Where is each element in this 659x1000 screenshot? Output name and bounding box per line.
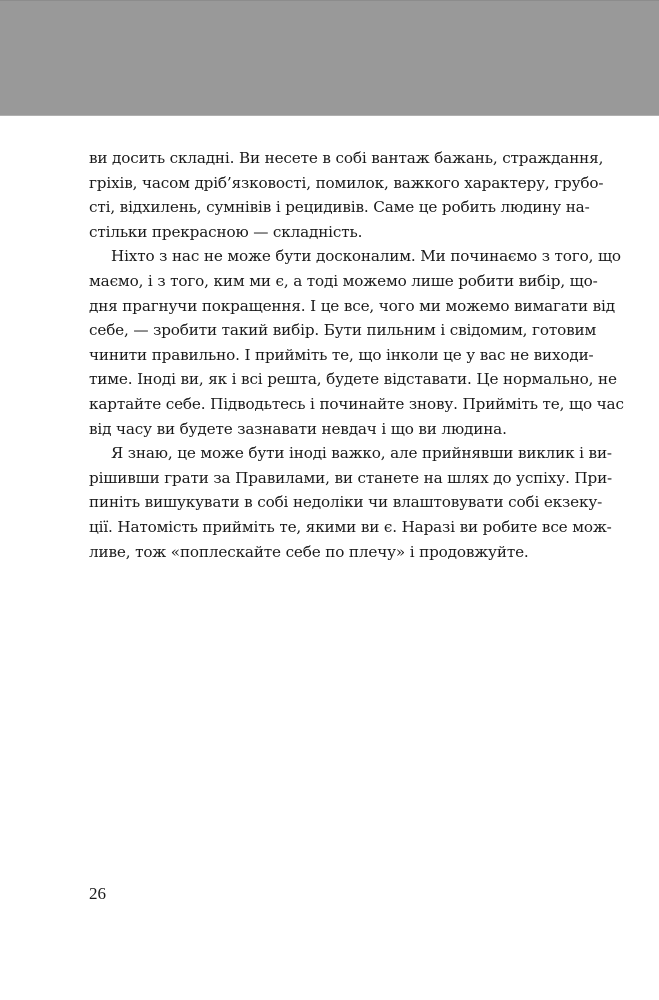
text-line: маємо, і з того, ким ми є, а тоді можемо лише робити вибір, що- (89, 271, 598, 290)
text-line: Ніхто з нас не може бути досконалим. Ми починаємо з того, що (111, 247, 621, 266)
text-line: рішивши грати за Правилами, ви станете на шлях до успіху. При- (89, 468, 613, 487)
text-line: Я знаю, це може бути іноді важко, але прийнявши виклик і ви- (111, 444, 612, 463)
body-text (89, 146, 624, 564)
text-line: пиніть вишукувати в собі недоліки чи влаштовувати собі екзеку- (89, 493, 603, 512)
text-line: ливе, тож «поплескайте себе по плечу» і продовжуйте. (89, 542, 529, 561)
page-number: 26 (89, 884, 106, 903)
text-line: дня прагнучи покращення. І це все, чого ми можемо вимагати від (89, 296, 615, 315)
text-line: картайте себе. Підводьтесь і починайте знову. Прийміть те, що час (89, 394, 624, 413)
paragraph-nobody-perfect (89, 244, 624, 441)
text-line: ції. Натомість прийміть те, якими ви є. Наразі ви робите все мож- (89, 517, 612, 536)
text-line: чинити правильно. І прийміть те, що інколи це у вас не виходи- (89, 345, 594, 364)
text-line: від часу ви будете зазнавати невдач і що ви людина. (89, 419, 507, 438)
text-line: ви досить складні. Ви несете в собі вантаж бажань, страждання, (89, 149, 604, 167)
text-line: гріхів, часом дріб’язковості, помилок, важкого характеру, грубо- (89, 173, 604, 192)
text-line: стільки прекрасною — складність. (89, 222, 363, 241)
header-band (0, 0, 659, 116)
paragraph-continuation (89, 146, 604, 244)
text-line: себе, — зробити такий вибір. Бути пильним і свідомим, готовим (89, 321, 597, 340)
text-line: сті, відхилень, сумнівів і рецидивів. Саме це робить людину на- (89, 198, 590, 217)
text-line: тиме. Іноді ви, як і всі решта, будете відставати. Це нормально, не (89, 370, 617, 389)
paragraph-rules-challenge (89, 441, 613, 564)
